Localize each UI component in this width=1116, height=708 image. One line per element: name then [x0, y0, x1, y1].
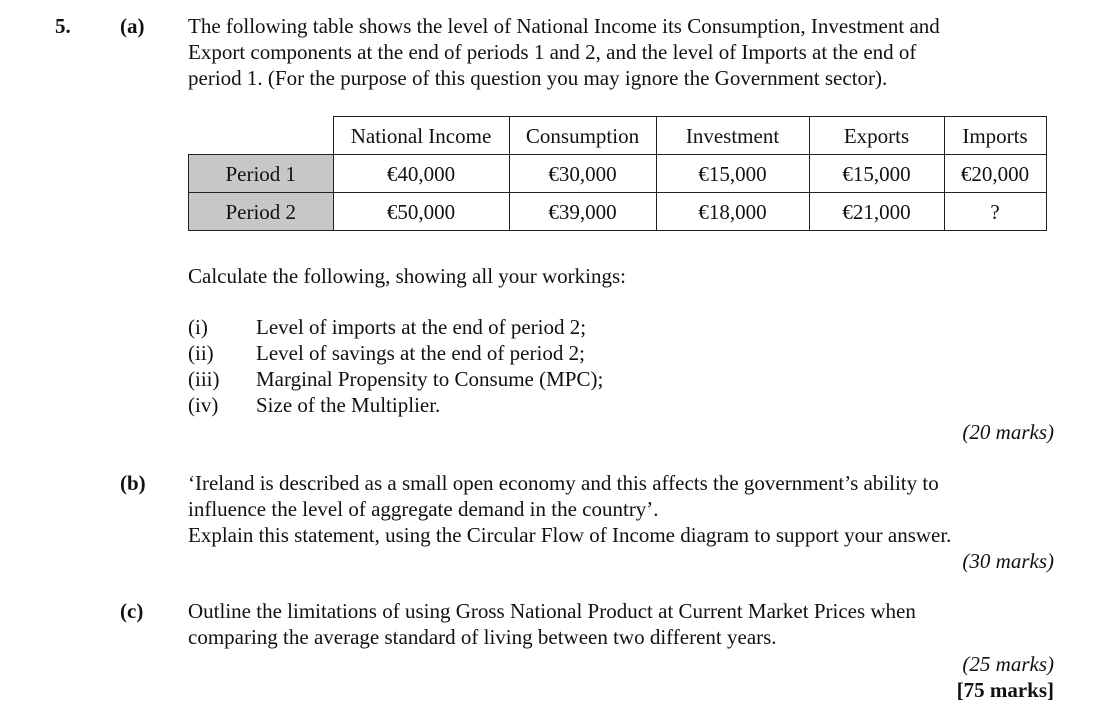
part-b-line: ‘Ireland is described as a small open economy and this affects the government’s ability to	[188, 471, 939, 495]
item-text: Level of savings at the end of period 2;	[256, 341, 585, 365]
list-item	[188, 366, 603, 392]
part-a-items	[188, 314, 603, 418]
item-number: (ii)	[188, 341, 214, 365]
table-corner	[189, 117, 334, 155]
item-text: Level of imports at the end of period 2;	[256, 315, 587, 339]
table-row	[189, 193, 1047, 231]
table-cell: €50,000	[333, 193, 509, 231]
table-header-row	[189, 117, 1047, 155]
table-cell: €20,000	[944, 155, 1046, 193]
table-row	[189, 155, 1047, 193]
part-b-text	[188, 470, 951, 548]
item-number: (iii)	[188, 367, 220, 391]
part-c-line: comparing the average standard of living between two different years.	[188, 625, 777, 649]
table-cell: €18,000	[656, 193, 809, 231]
table-cell: €30,000	[509, 155, 656, 193]
question-number: 5.	[55, 14, 71, 38]
total-marks: [75 marks]	[956, 678, 1054, 702]
header-imports: Imports	[944, 117, 1046, 155]
header-investment: Investment	[656, 117, 809, 155]
table-cell: €15,000	[809, 155, 944, 193]
part-a-intro-line: The following table shows the level of National Income its Consumption, Investment and	[188, 14, 940, 38]
part-a-marks: (20 marks)	[962, 420, 1054, 444]
header-national-income: National Income	[333, 117, 509, 155]
item-text: Size of the Multiplier.	[256, 393, 441, 417]
list-item	[188, 340, 603, 366]
header-consumption: Consumption	[509, 117, 656, 155]
table-cell: €40,000	[333, 155, 509, 193]
part-c-line: Outline the limitations of using Gross National Product at Current Market Prices when	[188, 599, 916, 623]
part-c-marks: (25 marks)	[962, 652, 1054, 676]
part-c-text	[188, 598, 916, 650]
list-item	[188, 392, 603, 418]
row-label-period-1: Period 1	[189, 155, 334, 193]
part-a-intro	[188, 13, 940, 91]
income-table	[188, 116, 1047, 231]
row-label-period-2: Period 2	[189, 193, 334, 231]
part-a-label: (a)	[120, 14, 145, 38]
part-b-label: (b)	[120, 471, 146, 495]
item-number: (i)	[188, 315, 208, 339]
part-b-marks: (30 marks)	[962, 549, 1054, 573]
table-cell: €21,000	[809, 193, 944, 231]
header-exports: Exports	[809, 117, 944, 155]
part-a-intro-line: Export components at the end of periods 1 and 2, and the level of Imports at the end of	[188, 40, 917, 64]
list-item	[188, 314, 603, 340]
item-number: (iv)	[188, 393, 219, 417]
table-cell: €15,000	[656, 155, 809, 193]
part-a-intro-line: period 1. (For the purpose of this question you may ignore the Government sector).	[188, 66, 888, 90]
item-text: Marginal Propensity to Consume (MPC);	[256, 367, 604, 391]
table-cell: €39,000	[509, 193, 656, 231]
part-b-line: influence the level of aggregate demand in the country’.	[188, 497, 659, 521]
part-b-line: Explain this statement, using the Circular Flow of Income diagram to support your answer.	[188, 523, 952, 547]
table-cell: ?	[944, 193, 1046, 231]
part-c-label: (c)	[120, 599, 144, 623]
part-a-instruction: Calculate the following, showing all your workings:	[188, 264, 627, 288]
